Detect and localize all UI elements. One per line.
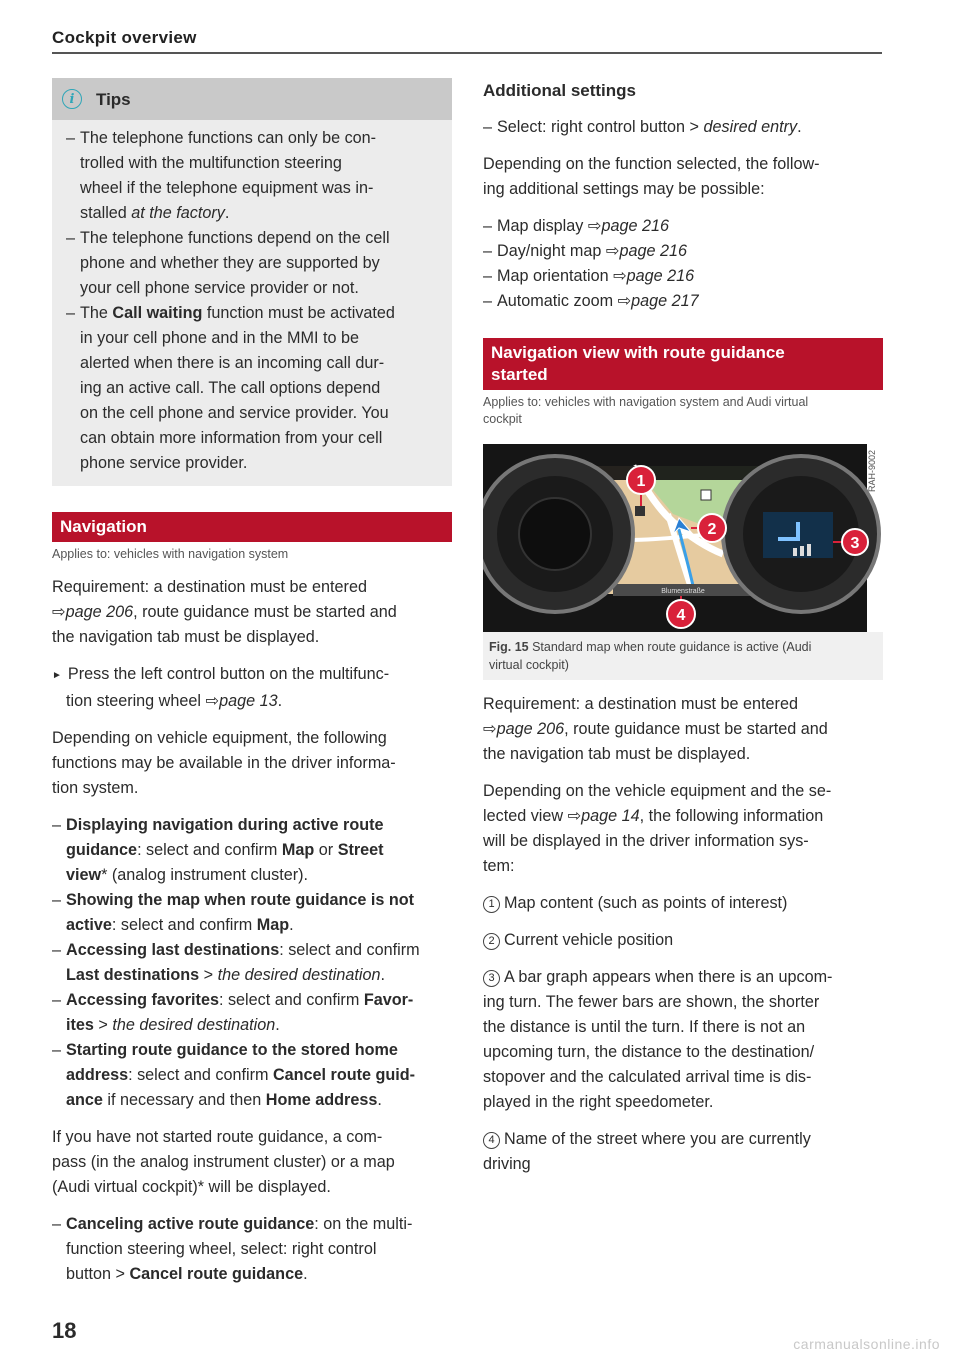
list-item: – Accessing last destinations: select and confirm Last destinations > the desired destination. [52,938,452,988]
navigation-depend: Depending on vehicle equipment, the following functions may be available in the driver informa- tion system. [52,729,396,797]
page-number: 18 [52,1318,77,1343]
list-item: – Map display ⇨page 216 [483,214,883,239]
tips-item: – The telephone functions can only be con- trolled with the multifunction steering wheel if the telephone equipment was in- stalled at the factory. [66,126,438,226]
tips-item: – The telephone functions depend on the cell phone and whether they are supported by your cell phone service provider or not. [66,226,438,301]
info-icon: i [62,89,82,109]
list-item: – Canceling active route guidance: on the multi- function steering wheel, select: right control button > Cancel route guidance. [52,1212,452,1287]
list-item: – Displaying navigation during active route guidance: select and confirm Map or Street view* (analog instrument cluster). [52,813,452,888]
svg-text:4: 4 [676,607,686,624]
street-name: Blumenstraße [661,588,705,595]
figure-caption: Fig. 15 Standard map when route guidance is active (Audi virtual cockpit) [489,640,812,672]
tips-list [66,126,438,476]
list-item: – Accessing favorites: select and confirm Favor- ites > the desired destination. [52,988,452,1038]
svg-text:2: 2 [707,521,717,538]
tips-title: Tips [96,89,131,109]
cockpit-illustration [483,444,883,632]
navigation-functions-list [52,813,452,1113]
navigation-requirement: Requirement: a destination must be entered ⇨page 206, route guidance must be started and the navigation tab must be displayed. [52,578,397,646]
additional-settings-title: Additional settings [483,81,636,100]
header-rule [52,52,882,54]
list-item: – Map orientation ⇨page 216 [483,264,883,289]
compass-note: If you have not started route guidance, a com- pass (in the analog instrument cluster) or a map (Audi virtual cockpit)* will be displayed. [52,1128,395,1196]
additional-settings-list [483,214,883,314]
route-view-banner: Navigation view with route guidance started [483,338,883,390]
list-item: – Select: right control button > desired entry. [483,115,883,140]
legend-item-4: 4 Name of the street where you are currently driving [483,1130,811,1173]
legend-item-3: 3 A bar graph appears when there is an upcom- ing turn. The fewer bars are shown, the shorter the distance is until the turn. If there is not an upcoming turn, the distance to the destination/ stopover and the calculated arrival time is dis- played in the right speedometer. [483,968,833,1111]
list-item: – Day/night map ⇨page 216 [483,239,883,264]
list-item: – Automatic zoom ⇨page 217 [483,289,883,314]
route-view-depend: Depending on the vehicle equipment and the se- lected view ⇨page 14, the following information will be displayed in the driver information sys- tem: [483,782,832,875]
additional-depend: Depending on the function selected, the follow- ing additional settings may be possible: [483,155,820,198]
tips-header [52,78,452,120]
route-view-requirement: Requirement: a destination must be entered ⇨page 206, route guidance must be started and the navigation tab must be displayed. [483,695,828,763]
legend-item-2: 2 Current vehicle position [483,928,883,953]
legend-item-1: 1 Map content (such as points of interest) [483,891,883,916]
list-item: – Showing the map when route guidance is not active: select and confirm Map. [52,888,452,938]
navigation-banner: Navigation [52,512,452,542]
left-column: i Tips – The telephone functions can only be con- trolled with the multifunction steering wheel if the telephone equipment was in- stalled at the factory. – The telephone functions depend on the cell phone and whether they are supported by your cell phone service provider or not. – The Call waiting function must be activated in your cell phone and in the MMI to be alerted when there is an incoming call dur- ing an active call. The call options depend on the cell phone and service provider. You can obtain more information from your cell phone service provider. Navigation Applies to: vehicles with navigation system Requirement: a destination must be entered ⇨page 206, route guidance must be started and the navigation tab must be displayed. ► Press the left control button on the multifunc- tion steering wheel ⇨page 13. Depending on vehicle equipment, the following functions may be available in the driver informa- tion system. – Displaying navigation during active route guidance: select and confirm Map or Street view* (analog instrument cluster). – Showing the map when route guidance is not active: select and confirm Map. – Accessing last destinations: select and confirm Last destinations > the desired destination. – Accessing favorites: select and confirm Favor- ites > the desired destination. – Starting route guidance to the stored home address: select and confirm Cancel route guid- ance if necessary and then Home address. If you have not started route guidance, a com- pass (in the analog instrument cluster) or a map (Audi virtual cockpit)* will be displayed. – Canceling active route guidance: on the multi- function steering wheel, select: right control button > Cancel route guidance. [52,78,452,1287]
cancel-list [52,1212,452,1287]
watermark: carmanualsonline.info [793,1336,940,1352]
route-view-applies: Applies to: vehicles with navigation system and Audi virtual cockpit [483,395,809,426]
figure-15 [483,444,883,680]
svg-text:3: 3 [850,535,860,552]
tips-box [52,78,452,486]
page-header: Cockpit overview [52,28,197,47]
navigation-step: ► Press the left control button on the multifunc- [52,662,452,689]
svg-text:1: 1 [636,473,646,490]
tips-item: – The Call waiting function must be activated in your cell phone and in the MMI to be alerted when there is an incoming call dur- ing an active call. The call options depend on the cell phone and service provider. You can obtain more information from your cell phone service provider. [66,301,438,476]
list-item: – Starting route guidance to the stored home address: select and confirm Cancel route guid- ance if necessary and then Home address. [52,1038,452,1113]
figure-code: RAH-9002 [867,450,877,493]
right-column [483,78,883,1177]
navigation-applies: Applies to: vehicles with navigation system [52,547,289,561]
